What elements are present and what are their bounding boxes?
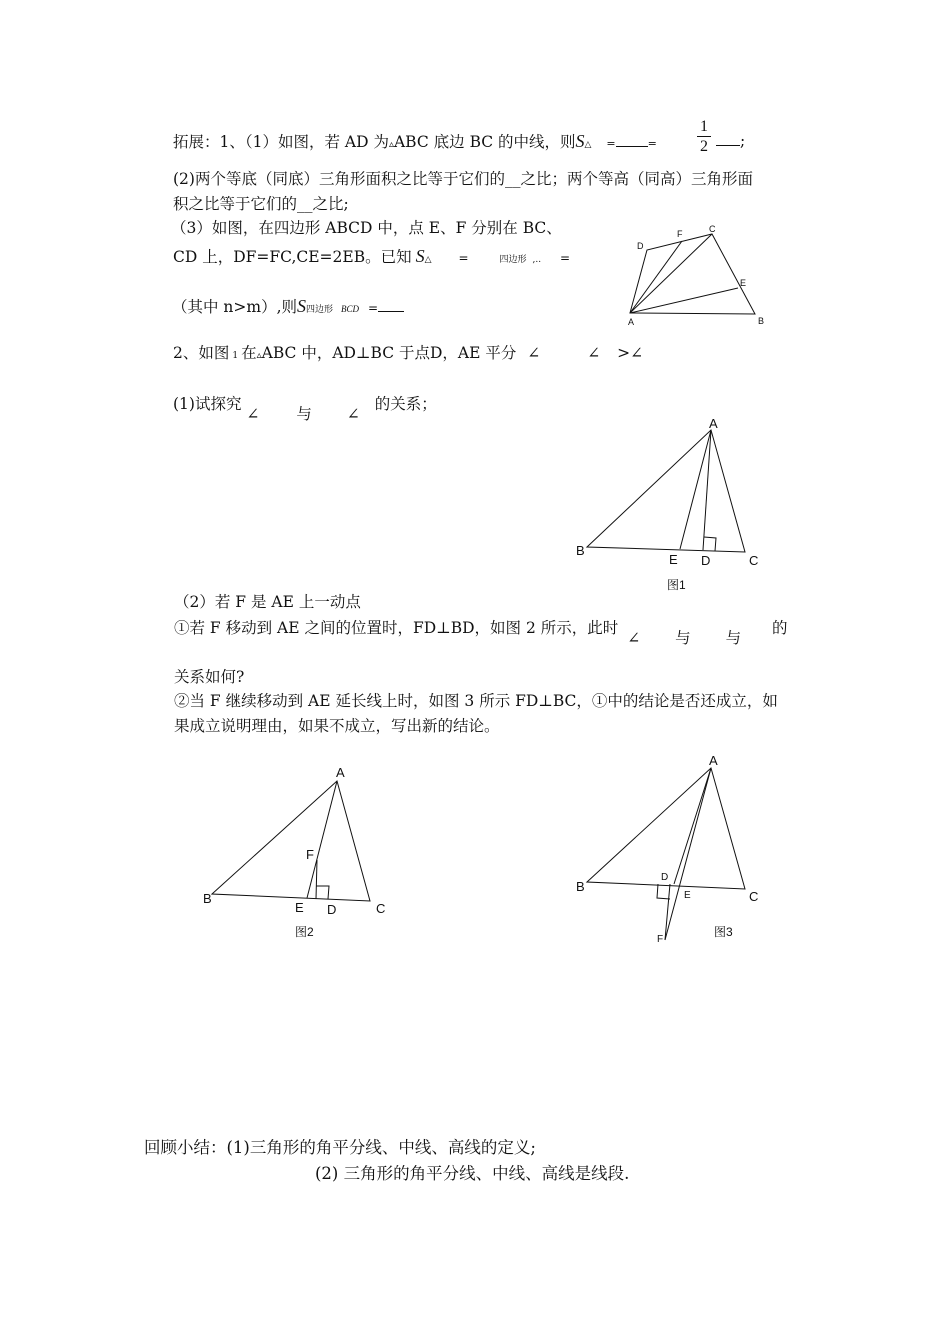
q1-fraction-denominator: 2 [700,138,708,155]
fig1-line-ad [703,430,711,550]
q2-part1-angle-2: ∠ [346,405,360,423]
q3-equals-1: = [458,251,469,265]
fig1-caption: 图1 [667,578,686,592]
q2-part2a-line2: 关系如何? [174,668,245,686]
q2-part2a-with-1: 与 [675,629,691,647]
fig1-label-e: E [669,552,678,567]
fig2-label-e: E [295,900,304,915]
q1-tail [716,131,745,151]
q1-fraction [697,117,711,156]
q2-intro-rest: ABC 中，AD⊥BC 于点D，AE 平分 [261,344,517,362]
fig3-caption: 图3 [714,925,733,939]
fig3-label-e: E [684,890,691,901]
q3-quad-label: 四边形 [499,255,527,265]
q1-answer-blank-1[interactable] [616,132,648,147]
q1-semicolon: ; [740,132,746,150]
q3-equals-3: = [367,301,379,315]
q3-then-text: （其中 n>m）,则 [172,298,298,316]
q2-part1-with: 与 [296,405,312,423]
q3-area-subscript: △ [424,255,432,265]
q2-intro [173,343,643,366]
fig1-label-b: B [576,543,585,558]
figure-2 [195,760,405,945]
fig2-triangle [212,781,370,901]
q2-part2a-with-2: 与 [725,629,742,647]
q1-answer-blank-2[interactable] [716,131,740,146]
q2-angle-2: ∠ [587,344,601,362]
fig2-label-a: A [336,765,345,780]
q2-line1: (2)两个等底（同底）三角形面积之比等于它们的__之比；两个等高（同高）三角形面 [173,170,753,188]
q2-part1-pre: (1)试探究 [173,395,242,413]
fig2-label-b: B [203,891,212,906]
q2-part2a [174,618,788,647]
fig3-triangle [587,768,745,889]
q1-text: ABC 底边 BC 的中线，则 [393,133,576,151]
q2-part1-post: 的关系； [374,395,437,413]
fig3-label-f: F [657,934,664,945]
q1-area-symbol: S [575,131,585,151]
fig3-label-b: B [576,879,585,894]
fig1-triangle [587,430,745,552]
quad-label-a: A [628,317,635,327]
quad-label-c: C [709,224,716,234]
q2-intro-pre: 2、如图 [173,344,230,362]
q2-intro-mid: 在 [241,344,257,362]
q3-area-symbol-2: S [297,296,307,316]
quad-label-d: D [637,241,644,251]
fig1-label-d: D [701,553,711,568]
q2-line2: 积之比等于它们的__之比; [173,195,349,213]
q1-line [173,131,657,155]
q3-line1: （3）如图，在四边形 ABCD 中，点 E、F 分别在 BC、 [171,219,562,237]
q1-equals-2: = [647,137,657,150]
fig1-right-angle-mark [704,537,716,551]
quad-outline [630,234,755,314]
q2-triangle-symbol: ▵ [256,350,262,361]
quadrilateral-figure [620,222,780,330]
q2-figure-number: 1 [232,351,239,361]
q2-part2b-line1: ②当 F 继续移动到 AE 延长线上时，如图 3 所示 FD⊥BC，①中的结论是否还成立，如 [174,692,778,710]
summary-line2: (2) 三角形的角平分线、中线、高线是线段. [315,1164,630,1183]
q2-part2a-text: ①若 F 移动到 AE 之间的位置时，FD⊥BD，如图 2 所示，此时 [174,619,619,637]
q2-part1-angle-1: ∠ [246,405,260,423]
q3-line3 [172,296,404,320]
q3-dots: ,.. [532,255,542,265]
q2-part1 [173,394,437,423]
quad-line-ae [630,288,738,313]
fig3-label-a: A [709,753,718,768]
q2-part2: （2）若 F 是 AE 上一动点 [174,593,361,611]
fig2-label-d: D [327,902,337,917]
fig2-label-c: C [376,901,386,916]
q3-equals-2: = [560,251,571,265]
q2-angle-3: ∠ [630,344,644,362]
fig3-right-angle-mark [657,884,670,899]
q2-part2a-post: 的 [772,619,788,637]
fig3-label-d: D [661,872,669,883]
q3-line2 [173,246,570,270]
figure-1 [570,412,770,597]
q1-area-subscript: △ [584,140,592,150]
fig1-label-a: A [709,416,718,431]
q1-label: 拓展：1、（1）如图，若 AD 为 [173,133,389,151]
q2-greater-than: > [617,344,631,362]
q3-area-subscript-2: 四边形 [306,305,334,315]
fig2-line-fd [316,860,317,899]
q3-area-symbol: S [415,246,425,266]
figure-3 [570,748,780,948]
fig2-right-angle-mark [316,886,329,899]
q1-triangle-symbol: ▵ [388,139,394,150]
fig2-caption: 图2 [295,925,314,939]
q1-equals: = [606,137,616,150]
fig2-label-f: F [306,847,314,862]
fig3-line-ae-extended [665,768,711,940]
summary-line1: 回顾小结：(1)三角形的角平分线、中线、高线的定义; [144,1138,536,1157]
fig1-line-ae [680,430,711,549]
quad-label-e: E [740,278,747,288]
q3-answer-blank[interactable] [378,297,404,312]
fig1-label-c: C [749,553,759,568]
quad-label-b: B [758,316,765,326]
quad-label-f: F [677,229,683,239]
q2-part2b-line2: 果成立说明理由，如果不成立，写出新的结论。 [174,717,500,735]
fig3-label-c: C [749,889,759,904]
q1-fraction-numerator: 1 [700,118,708,135]
fig2-line-ae [307,781,337,898]
q2-angle-1: ∠ [527,344,541,362]
q2-part2a-angle: ∠ [627,629,641,647]
q3-known-text: CD 上，DF=FC,CE=2EB。已知 [173,248,412,266]
quad-line-af [630,241,682,313]
q3-area-subscript-2b: BCD [341,304,360,314]
